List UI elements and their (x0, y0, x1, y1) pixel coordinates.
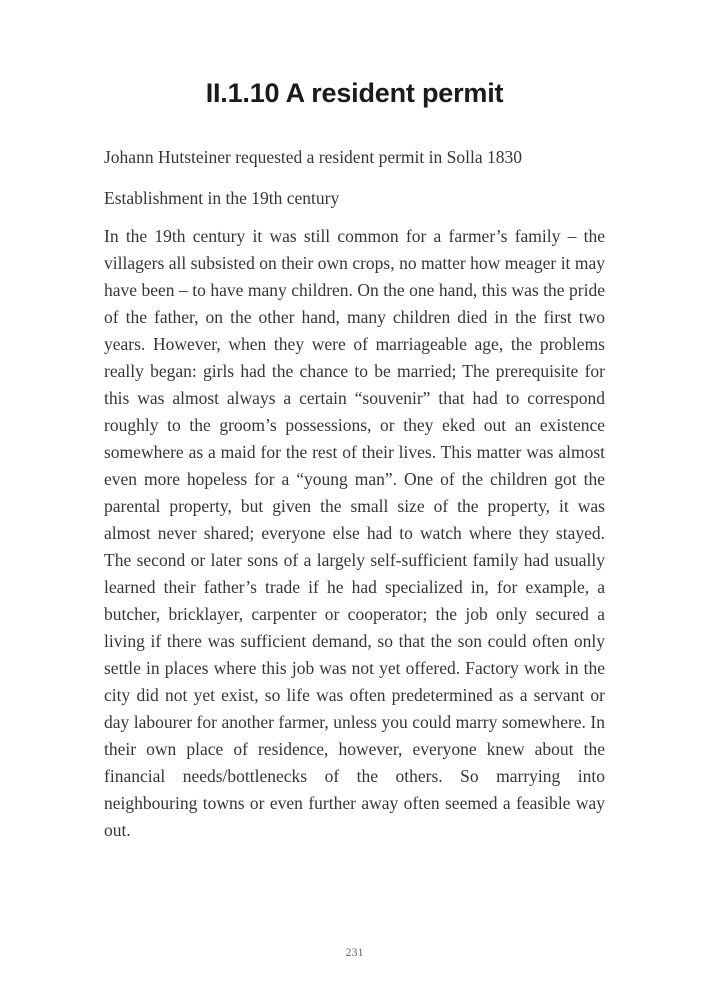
intro-line-establishment: Establishment in the 19th century (104, 188, 340, 208)
intro-line-request: Johann Hutsteiner requested a resident permit in Solla 1830 (104, 147, 522, 167)
body-paragraph: In the 19th century it was still common for a farmer’s family – the villagers all subsisted on their own crops, no matter how meager it may have been – to have many children. On the one hand, this was the pride of the father, on the other hand, many children died in the first two years. However, when they were of marriageable age, the problems really began: girls had the chance to be married; The prerequisite for this was almost always a certain “souvenir” that had to correspond roughly to the groom’s possessions, or they eked out an existence somewhere as a maid for the rest of their lives. This matter was almost even more hopeless for a “young man”. One of the children got the parental property, but given the small size of the property, it was almost never shared; everyone else had to watch where they stayed. The second or later sons of a largely self-sufficient family had usually learned their father’s trade if he had specialized in, for example, a butcher, bricklayer, carpenter or cooperator; the job only secured a living if there was sufficient demand, so that the son could often only settle in places where this job was not yet offered. Factory work in the city did not yet exist, so life was often predetermined as a servant or day labourer for another farmer, unless you could marry somewhere. In their own place of residence, however, everyone knew about the financial needs/bottlenecks of the others. So marrying into neighbouring towns or even further away often seemed a feasible way out. (104, 226, 605, 840)
section-heading: II.1.10 A resident permit (205, 78, 504, 108)
text-column (104, 0, 605, 844)
page-number: 231 (345, 945, 364, 959)
